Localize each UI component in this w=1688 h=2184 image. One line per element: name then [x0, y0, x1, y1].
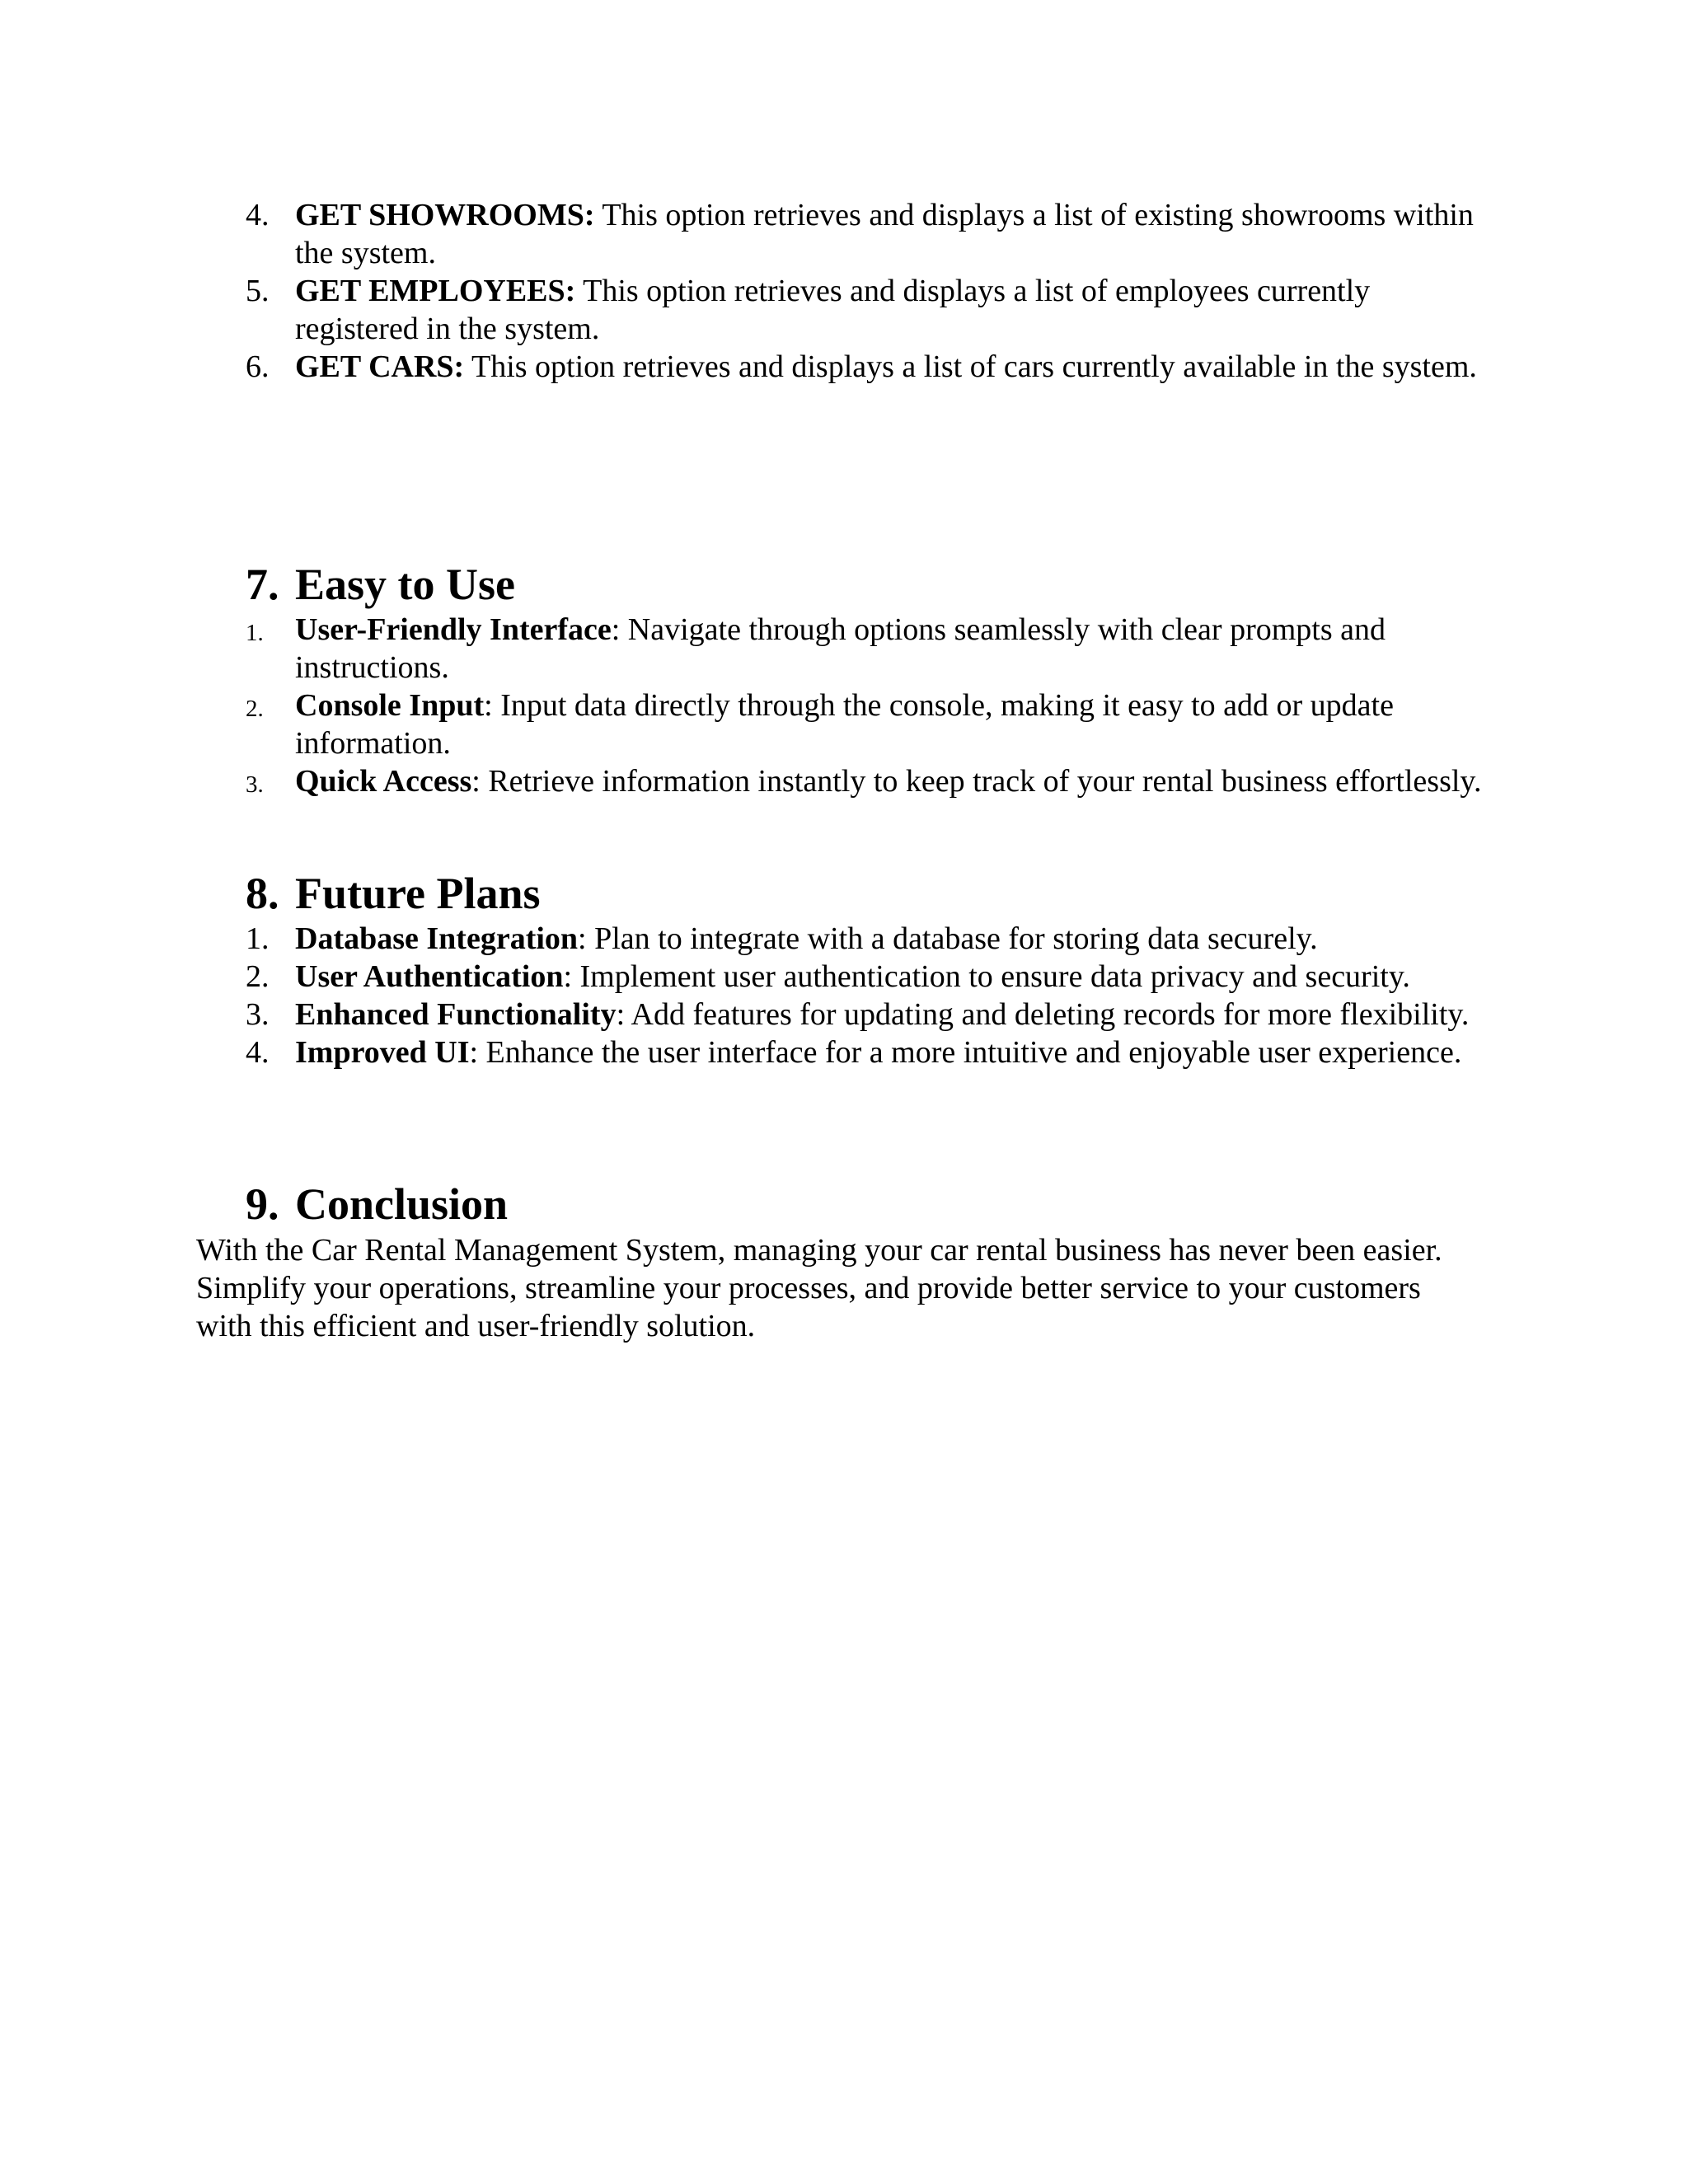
section-title: Future Plans [295, 869, 541, 918]
section-number: 8. [246, 869, 279, 918]
section-title: Easy to Use [295, 560, 515, 609]
conclusion-paragraph: With the Car Rental Management System, managing your car rental business has never been easier. Simplify your operations, streamline your processes, and provide better service to your customers with this efficient and user-friendly solution. [196, 1233, 1442, 1343]
section-number: 7. [246, 560, 279, 609]
list-item-number: 6. [246, 349, 270, 384]
list-item-text: : Navigate through options seamlessly with clear prompts and instructions. [295, 612, 1386, 685]
list-item-term: Database Integration [295, 921, 579, 956]
list-item-number: 1. [246, 620, 264, 646]
list-item-text: This option retrieves and displays a list of employees currently registered in the system. [295, 274, 1371, 346]
list-item-term: GET SHOWROOMS: [295, 198, 595, 232]
list-item-term: GET CARS: [295, 349, 465, 384]
list-item-term: User-Friendly Interface [295, 612, 612, 647]
easy-to-use-list [0, 611, 1566, 800]
list-item [0, 687, 1490, 762]
list-item-term: Improved UI [295, 1035, 470, 1070]
list-item [0, 920, 1548, 958]
list-item [0, 272, 1490, 348]
list-item-text: : Plan to integrate with a database for storing data securely. [578, 921, 1318, 956]
list-item [0, 196, 1490, 272]
list-item [0, 348, 1490, 386]
list-item-number: 3. [246, 771, 264, 798]
section-number: 9. [246, 1179, 279, 1229]
list-item-text: : Implement user authentication to ensure data privacy and security. [563, 959, 1410, 994]
list-item-number: 2. [246, 959, 270, 994]
list-item-term: Enhanced Functionality [295, 997, 617, 1032]
section-title: Conclusion [295, 1179, 509, 1229]
list-item-term: GET EMPLOYEES: [295, 274, 576, 308]
list-item [0, 611, 1490, 687]
options-list [0, 196, 1566, 386]
future-plans-list [0, 920, 1566, 1071]
section-heading-easy-to-use [246, 559, 515, 610]
list-item [0, 958, 1548, 996]
list-item [0, 996, 1490, 1033]
section-heading-conclusion [246, 1179, 508, 1230]
list-item-number: 4. [246, 1035, 270, 1070]
list-item-text: : Retrieve information instantly to keep track of your rental business effortlessly. [471, 764, 1482, 799]
list-item-term: User Authentication [295, 959, 564, 994]
list-item-term: Console Input [295, 688, 485, 723]
list-item-number: 3. [246, 997, 270, 1032]
list-item-text: : Input data directly through the console, making it easy to add or update information. [295, 688, 1394, 761]
list-item-number: 4. [246, 198, 270, 232]
list-item-text: This option retrieves and displays a list of cars currently available in the system. [464, 349, 1477, 384]
section-heading-future-plans [246, 868, 541, 919]
list-item-number: 1. [246, 921, 270, 956]
list-item [0, 762, 1490, 800]
list-item-text: : Enhance the user interface for a more intuitive and enjoyable user experience. [469, 1035, 1462, 1070]
list-item-number: 2. [246, 696, 264, 722]
list-item [0, 1033, 1490, 1071]
list-item-text: : Add features for updating and deleting records for more flexibility. [616, 997, 1470, 1032]
list-item-term: Quick Access [295, 764, 472, 799]
list-item-text: This option retrieves and displays a list of existing showrooms within the system. [295, 198, 1474, 270]
list-item-number: 5. [246, 274, 270, 308]
